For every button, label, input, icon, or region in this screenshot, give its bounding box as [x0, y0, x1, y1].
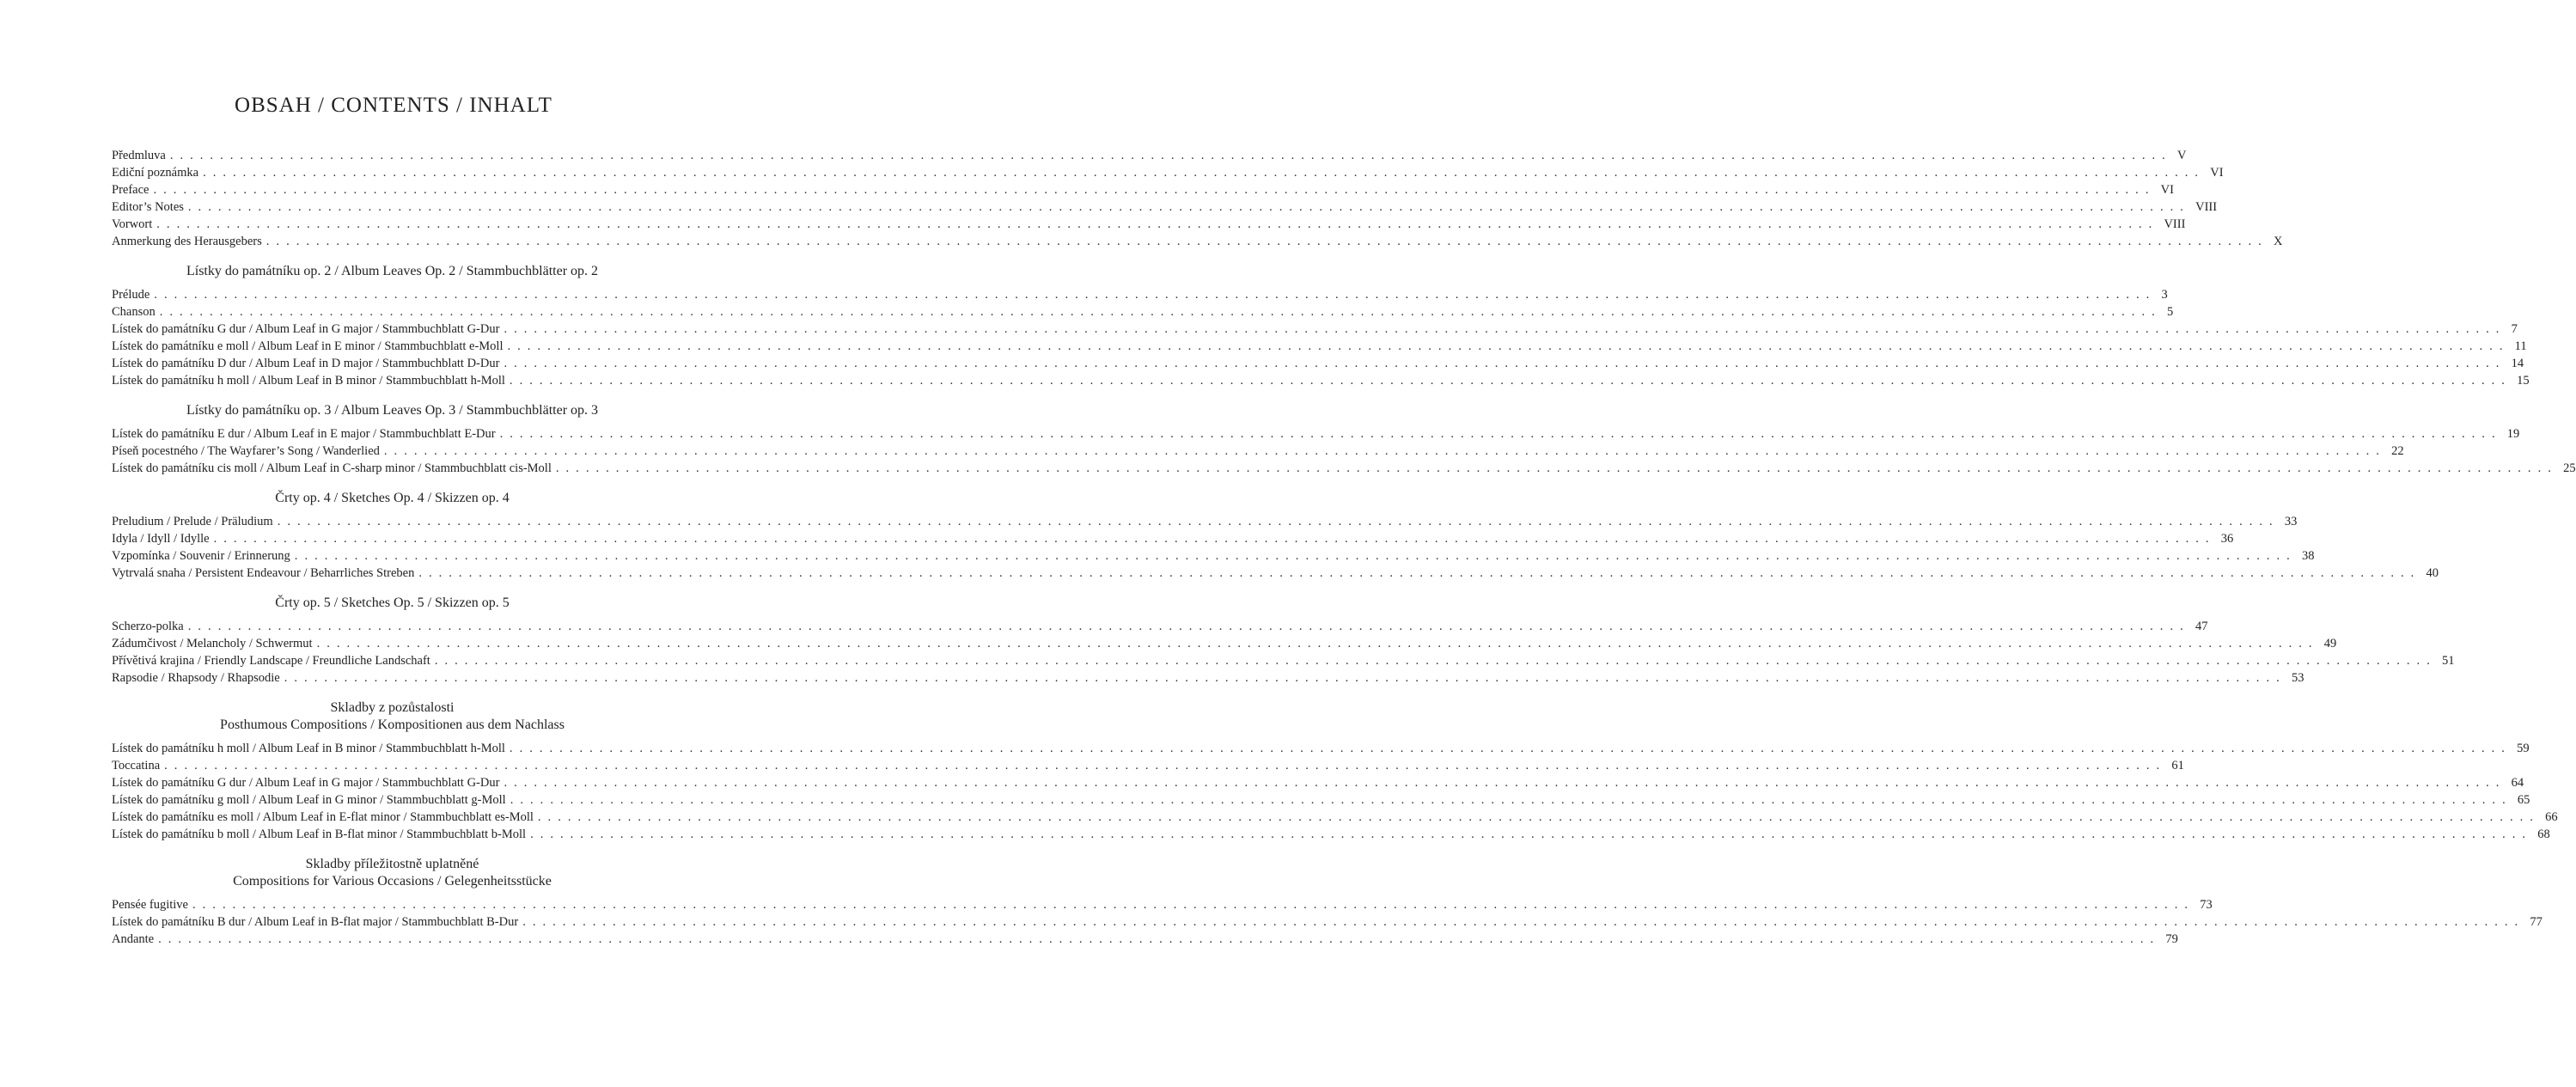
entry-page-number: 77	[2530, 915, 2542, 929]
toc-section	[112, 582, 2455, 687]
entry-page-number: 40	[2426, 566, 2439, 580]
toc-entry	[112, 652, 2455, 669]
entry-title: Lístek do památníku cis moll / Album Leaf in C-sharp minor / Stammbuchblatt cis-Moll	[112, 461, 552, 475]
sections-list	[112, 250, 2576, 948]
entry-title: Vytrvalá snaha / Persistent Endeavour / Beharrliches Streben	[112, 566, 415, 580]
dot-leader: . . . . . . . . . . . . . . . . . . . . . . . . . . . . . . . . . . . . . . . . . . . . . . . . . . . . . . . . . . . . . . . . . . . . . . . . . . . . . . . . . . . . . . . . . . . . . . . . . . . . . . . . . . . . . . . . . . . . . . . . . . . . . . . . . . . . . . . . . . . . . . . . . . . . . . . . . . . . . . . . . . . . . . . . . . . . . . . . . . . . . . . . . . . . . . . . . . . . . . . .	[159, 305, 2157, 319]
entry-title: Ediční poznámka	[112, 166, 199, 180]
toc-entry	[112, 355, 2524, 372]
entry-title: Anmerkung des Herausgebers	[112, 235, 262, 248]
entry-page-number: VI	[2160, 183, 2174, 197]
entry-page-number: 3	[2161, 288, 2168, 302]
dot-leader: . . . . . . . . . . . . . . . . . . . . . . . . . . . . . . . . . . . . . . . . . . . . . . . . . . . . . . . . . . . . . . . . . . . . . . . . . . . . . . . . . . . . . . . . . . . . . . . . . . . . . . . . . . . . . . . . . . . . . . . . . . . . . . . . . . . . . . . . . . . . . . . . . . . . . . . . . . . . . . . . . . . . . . . . . . . . . . . . . . . . . . . . . . . . . . . . . . . . . . . .	[537, 810, 2536, 824]
entry-page-number: 66	[2545, 810, 2558, 824]
toc-entry	[112, 826, 2550, 843]
toc-entry	[112, 669, 2304, 687]
dot-leader: . . . . . . . . . . . . . . . . . . . . . . . . . . . . . . . . . . . . . . . . . . . . . . . . . . . . . . . . . . . . . . . . . . . . . . . . . . . . . . . . . . . . . . . . . . . . . . . . . . . . . . . . . . . . . . . . . . . . . . . . . . . . . . . . . . . . . . . . . . . . . . . . . . . . . . . . . . . . . . . . . . . . . . . . . . . . . . . . . . . . . . . . . . . . . . . . . . . . . . . .	[504, 357, 2501, 370]
dot-leader: . . . . . . . . . . . . . . . . . . . . . . . . . . . . . . . . . . . . . . . . . . . . . . . . . . . . . . . . . . . . . . . . . . . . . . . . . . . . . . . . . . . . . . . . . . . . . . . . . . . . . . . . . . . . . . . . . . . . . . . . . . . . . . . . . . . . . . . . . . . . . . . . . . . . . . . . . . . . . . . . . . . . . . . . . . . . . . . . . . . . . . . . . . . . . . . . . . . . . . . .	[504, 322, 2501, 336]
page-title: OBSAH / CONTENTS / INHALT	[235, 94, 552, 117]
toc-entry	[112, 896, 2213, 913]
toc-entry	[112, 513, 2298, 530]
entry-title: Přívětivá krajina / Friendly Landscape / Freundliche Landschaft	[112, 654, 430, 668]
toc-section	[112, 250, 2530, 389]
entry-page-number: VI	[2210, 166, 2224, 180]
entry-title: Rapsodie / Rhapsody / Rhapsodie	[112, 671, 280, 685]
toc-entry	[112, 338, 2527, 355]
toc-entry	[112, 321, 2518, 338]
entry-title: Lístek do památníku h moll / Album Leaf in B minor / Stammbuchblatt h-Moll	[112, 742, 505, 755]
dot-leader: . . . . . . . . . . . . . . . . . . . . . . . . . . . . . . . . . . . . . . . . . . . . . . . . . . . . . . . . . . . . . . . . . . . . . . . . . . . . . . . . . . . . . . . . . . . . . . . . . . . . . . . . . . . . . . . . . . . . . . . . . . . . . . . . . . . . . . . . . . . . . . . . . . . . . . . . . . . . . . . . . . . . . . . . . . . . . . . . . . . . . . . . . . . . . . . . . . . . . . . .	[284, 671, 2281, 685]
dot-leader: . . . . . . . . . . . . . . . . . . . . . . . . . . . . . . . . . . . . . . . . . . . . . . . . . . . . . . . . . . . . . . . . . . . . . . . . . . . . . . . . . . . . . . . . . . . . . . . . . . . . . . . . . . . . . . . . . . . . . . . . . . . . . . . . . . . . . . . . . . . . . . . . . . . . . . . . . . . . . . . . . . . . . . . . . . . . . . . . . . . . . . . . . . . . . . . . . . . . . . . .	[192, 898, 2190, 912]
entry-page-number: V	[2177, 149, 2187, 162]
dot-leader: . . . . . . . . . . . . . . . . . . . . . . . . . . . . . . . . . . . . . . . . . . . . . . . . . . . . . . . . . . . . . . . . . . . . . . . . . . . . . . . . . . . . . . . . . . . . . . . . . . . . . . . . . . . . . . . . . . . . . . . . . . . . . . . . . . . . . . . . . . . . . . . . . . . . . . . . . . . . . . . . . . . . . . . . . . . . . . . . . . . . . . . . . . . . . . . . . . . . . . . .	[504, 776, 2501, 790]
dot-leader: . . . . . . . . . . . . . . . . . . . . . . . . . . . . . . . . . . . . . . . . . . . . . . . . . . . . . . . . . . . . . . . . . . . . . . . . . . . . . . . . . . . . . . . . . . . . . . . . . . . . . . . . . . . . . . . . . . . . . . . . . . . . . . . . . . . . . . . . . . . . . . . . . . . . . . . . . . . . . . . . . . . . . . . . . . . . . . . . . . . . . . . . . . . . . . . . . . . . . . . .	[153, 183, 2151, 197]
section-heading	[112, 389, 673, 425]
dot-leader: . . . . . . . . . . . . . . . . . . . . . . . . . . . . . . . . . . . . . . . . . . . . . . . . . . . . . . . . . . . . . . . . . . . . . . . . . . . . . . . . . . . . . . . . . . . . . . . . . . . . . . . . . . . . . . . . . . . . . . . . . . . . . . . . . . . . . . . . . . . . . . . . . . . . . . . . . . . . . . . . . . . . . . . . . . . . . . . . . . . . . . . . . . . . . . . . . . . . . . . .	[522, 915, 2520, 929]
entry-title: Lístek do památníku E dur / Album Leaf in E major / Stammbuchblatt E-Dur	[112, 427, 496, 441]
entry-title: Preface	[112, 183, 150, 197]
entry-title: Předmluva	[112, 149, 166, 162]
table-of-contents	[112, 147, 2576, 948]
entry-page-number: 19	[2506, 427, 2520, 441]
toc-entry	[112, 740, 2530, 757]
dot-leader: . . . . . . . . . . . . . . . . . . . . . . . . . . . . . . . . . . . . . . . . . . . . . . . . . . . . . . . . . . . . . . . . . . . . . . . . . . . . . . . . . . . . . . . . . . . . . . . . . . . . . . . . . . . . . . . . . . . . . . . . . . . . . . . . . . . . . . . . . . . . . . . . . . . . . . . . . . . . . . . . . . . . . . . . . . . . . . . . . . . . . . . . . . . . . . . . . . . . . . . .	[156, 217, 2154, 231]
section-heading-line: Skladby příležitostně uplatněné	[305, 857, 479, 871]
toc-entry	[112, 635, 2337, 652]
entry-page-number: 5	[2166, 305, 2174, 319]
section-heading-line: Črty op. 5 / Sketches Op. 5 / Skizzen op. 5	[275, 595, 510, 610]
entry-title: Preludium / Prelude / Präludium	[112, 515, 273, 528]
entry-page-number: 49	[2323, 637, 2337, 650]
entry-title: Scherzo-polka	[112, 620, 184, 633]
entry-title: Vzpomínka / Souvenir / Erinnerung	[112, 549, 290, 563]
entry-title: Lístek do památníku G dur / Album Leaf in G major / Stammbuchblatt G-Dur	[112, 776, 500, 790]
toc-entry	[112, 233, 2283, 250]
section-heading-line: Compositions for Various Occasions / Gelegenheitsstücke	[233, 874, 552, 889]
entry-page-number: 64	[2511, 776, 2524, 790]
entry-title: Idyla / Idyll / Idylle	[112, 532, 210, 546]
toc-entry	[112, 565, 2439, 582]
dot-leader: . . . . . . . . . . . . . . . . . . . . . . . . . . . . . . . . . . . . . . . . . . . . . . . . . . . . . . . . . . . . . . . . . . . . . . . . . . . . . . . . . . . . . . . . . . . . . . . . . . . . . . . . . . . . . . . . . . . . . . . . . . . . . . . . . . . . . . . . . . . . . . . . . . . . . . . . . . . . . . . . . . . . . . . . . . . . . . . . . . . . . . . . . . . . . . . . . . . . . . . .	[418, 566, 2416, 580]
section-heading-line: Skladby z pozůstalosti	[330, 700, 455, 715]
entry-title: Prélude	[112, 288, 150, 302]
front-matter-list	[112, 147, 2283, 250]
entry-page-number: 68	[2537, 827, 2550, 841]
toc-entry	[112, 530, 2234, 547]
entry-page-number: 59	[2517, 742, 2530, 755]
entry-title: Editor’s Notes	[112, 200, 184, 214]
section-heading	[112, 843, 673, 896]
dot-leader: . . . . . . . . . . . . . . . . . . . . . . . . . . . . . . . . . . . . . . . . . . . . . . . . . . . . . . . . . . . . . . . . . . . . . . . . . . . . . . . . . . . . . . . . . . . . . . . . . . . . . . . . . . . . . . . . . . . . . . . . . . . . . . . . . . . . . . . . . . . . . . . . . . . . . . . . . . . . . . . . . . . . . . . . . . . . . . . . . . . . . . . . . . . . . . . . . . . . . . . .	[277, 515, 2274, 528]
toc-entry	[112, 443, 2404, 460]
entry-page-number: 65	[2517, 793, 2530, 807]
entry-page-number: VIII	[2164, 217, 2186, 231]
entry-title: Vorwort	[112, 217, 153, 231]
entry-title: Chanson	[112, 305, 156, 319]
entry-page-number: 73	[2200, 898, 2213, 912]
section-heading	[112, 582, 673, 618]
dot-leader: . . . . . . . . . . . . . . . . . . . . . . . . . . . . . . . . . . . . . . . . . . . . . . . . . . . . . . . . . . . . . . . . . . . . . . . . . . . . . . . . . . . . . . . . . . . . . . . . . . . . . . . . . . . . . . . . . . . . . . . . . . . . . . . . . . . . . . . . . . . . . . . . . . . . . . . . . . . . . . . . . . . . . . . . . . . . . . . . . . . . . . . . . . . . . . . . . . . . . . . .	[266, 235, 2263, 248]
toc-section	[112, 389, 2576, 477]
dot-leader: . . . . . . . . . . . . . . . . . . . . . . . . . . . . . . . . . . . . . . . . . . . . . . . . . . . . . . . . . . . . . . . . . . . . . . . . . . . . . . . . . . . . . . . . . . . . . . . . . . . . . . . . . . . . . . . . . . . . . . . . . . . . . . . . . . . . . . . . . . . . . . . . . . . . . . . . . . . . . . . . . . . . . . . . . . . . . . . . . . . . . . . . . . . . . . . . . . . . . . . .	[499, 427, 2497, 441]
toc-entry	[112, 618, 2208, 635]
toc-section	[112, 843, 2542, 948]
entry-page-number: 25	[2563, 461, 2576, 475]
toc-entry	[112, 147, 2187, 164]
entry-title: Lístek do památníku es moll / Album Leaf in E-flat minor / Stammbuchblatt es-Moll	[112, 810, 534, 824]
dot-leader: . . . . . . . . . . . . . . . . . . . . . . . . . . . . . . . . . . . . . . . . . . . . . . . . . . . . . . . . . . . . . . . . . . . . . . . . . . . . . . . . . . . . . . . . . . . . . . . . . . . . . . . . . . . . . . . . . . . . . . . . . . . . . . . . . . . . . . . . . . . . . . . . . . . . . . . . . . . . . . . . . . . . . . . . . . . . . . . . . . . . . . . . . . . . . . . . . . . . . . . .	[164, 759, 2162, 773]
entry-page-number: 51	[2442, 654, 2455, 668]
section-heading-line: Lístky do památníku op. 2 / Album Leaves Op. 2 / Stammbuchblätter op. 2	[186, 264, 599, 278]
entry-title: Lístek do památníku D dur / Album Leaf in D major / Stammbuchblatt D-Dur	[112, 357, 500, 370]
entry-page-number: X	[2273, 235, 2283, 248]
dot-leader: . . . . . . . . . . . . . . . . . . . . . . . . . . . . . . . . . . . . . . . . . . . . . . . . . . . . . . . . . . . . . . . . . . . . . . . . . . . . . . . . . . . . . . . . . . . . . . . . . . . . . . . . . . . . . . . . . . . . . . . . . . . . . . . . . . . . . . . . . . . . . . . . . . . . . . . . . . . . . . . . . . . . . . . . . . . . . . . . . . . . . . . . . . . . . . . . . . . . . . . .	[169, 149, 2168, 162]
entry-page-number: 53	[2291, 671, 2304, 685]
toc-section	[112, 687, 2558, 843]
toc-entry	[112, 198, 2218, 216]
dot-leader: . . . . . . . . . . . . . . . . . . . . . . . . . . . . . . . . . . . . . . . . . . . . . . . . . . . . . . . . . . . . . . . . . . . . . . . . . . . . . . . . . . . . . . . . . . . . . . . . . . . . . . . . . . . . . . . . . . . . . . . . . . . . . . . . . . . . . . . . . . . . . . . . . . . . . . . . . . . . . . . . . . . . . . . . . . . . . . . . . . . . . . . . . . . . . . . . . . . . . . . .	[507, 339, 2505, 353]
entry-title: Toccatina	[112, 759, 161, 773]
toc-entry	[112, 757, 2184, 774]
dot-leader: . . . . . . . . . . . . . . . . . . . . . . . . . . . . . . . . . . . . . . . . . . . . . . . . . . . . . . . . . . . . . . . . . . . . . . . . . . . . . . . . . . . . . . . . . . . . . . . . . . . . . . . . . . . . . . . . . . . . . . . . . . . . . . . . . . . . . . . . . . . . . . . . . . . . . . . . . . . . . . . . . . . . . . . . . . . . . . . . . . . . . . . . . . . . . . . . . . . . . . . .	[555, 461, 2554, 475]
dot-leader: . . . . . . . . . . . . . . . . . . . . . . . . . . . . . . . . . . . . . . . . . . . . . . . . . . . . . . . . . . . . . . . . . . . . . . . . . . . . . . . . . . . . . . . . . . . . . . . . . . . . . . . . . . . . . . . . . . . . . . . . . . . . . . . . . . . . . . . . . . . . . . . . . . . . . . . . . . . . . . . . . . . . . . . . . . . . . . . . . . . . . . . . . . . . . . . . . . . . . . . .	[187, 620, 2185, 633]
section-heading-line: Posthumous Compositions / Kompositionen aus dem Nachlass	[220, 718, 565, 732]
entry-page-number: 36	[2220, 532, 2234, 546]
entry-page-number: 11	[2514, 339, 2527, 353]
toc-entry	[112, 791, 2530, 809]
entry-page-number: 22	[2391, 444, 2404, 458]
dot-leader: . . . . . . . . . . . . . . . . . . . . . . . . . . . . . . . . . . . . . . . . . . . . . . . . . . . . . . . . . . . . . . . . . . . . . . . . . . . . . . . . . . . . . . . . . . . . . . . . . . . . . . . . . . . . . . . . . . . . . . . . . . . . . . . . . . . . . . . . . . . . . . . . . . . . . . . . . . . . . . . . . . . . . . . . . . . . . . . . . . . . . . . . . . . . . . . . . . . . . . . .	[158, 932, 2156, 946]
entry-title: Píseň pocestného / The Wayfarer’s Song / Wanderlied	[112, 444, 380, 458]
toc-entry	[112, 425, 2520, 443]
section-heading	[112, 687, 673, 740]
toc-entry	[112, 216, 2186, 233]
entry-page-number: 61	[2171, 759, 2184, 773]
entry-title: Zádumčivost / Melancholy / Schwermut	[112, 637, 313, 650]
toc-entry	[112, 164, 2224, 181]
section-heading-line: Lístky do památníku op. 3 / Album Leaves Op. 3 / Stammbuchblätter op. 3	[186, 403, 599, 418]
dot-leader: . . . . . . . . . . . . . . . . . . . . . . . . . . . . . . . . . . . . . . . . . . . . . . . . . . . . . . . . . . . . . . . . . . . . . . . . . . . . . . . . . . . . . . . . . . . . . . . . . . . . . . . . . . . . . . . . . . . . . . . . . . . . . . . . . . . . . . . . . . . . . . . . . . . . . . . . . . . . . . . . . . . . . . . . . . . . . . . . . . . . . . . . . . . . . . . . . . . . . . . .	[316, 637, 2314, 650]
toc-entry	[112, 931, 2178, 948]
entry-page-number: 33	[2284, 515, 2298, 528]
toc-entry	[112, 809, 2558, 826]
entry-page-number: 7	[2511, 322, 2518, 336]
toc-entry	[112, 286, 2168, 303]
toc-entry	[112, 303, 2174, 321]
entry-title: Lístek do památníku b moll / Album Leaf in B-flat minor / Stammbuchblatt b-Moll	[112, 827, 527, 841]
entry-page-number: 38	[2301, 549, 2315, 563]
section-heading-line: Črty op. 4 / Sketches Op. 4 / Skizzen op. 4	[275, 491, 510, 505]
entry-page-number: 79	[2165, 932, 2178, 946]
dot-leader: . . . . . . . . . . . . . . . . . . . . . . . . . . . . . . . . . . . . . . . . . . . . . . . . . . . . . . . . . . . . . . . . . . . . . . . . . . . . . . . . . . . . . . . . . . . . . . . . . . . . . . . . . . . . . . . . . . . . . . . . . . . . . . . . . . . . . . . . . . . . . . . . . . . . . . . . . . . . . . . . . . . . . . . . . . . . . . . . . . . . . . . . . . . . . . . . . . . . . . . .	[187, 200, 2186, 214]
toc-entry	[112, 460, 2576, 477]
entry-title: Andante	[112, 932, 155, 946]
toc-entry	[112, 372, 2530, 389]
entry-title: Pensée fugitive	[112, 898, 188, 912]
entry-page-number: 15	[2517, 374, 2530, 388]
dot-leader: . . . . . . . . . . . . . . . . . . . . . . . . . . . . . . . . . . . . . . . . . . . . . . . . . . . . . . . . . . . . . . . . . . . . . . . . . . . . . . . . . . . . . . . . . . . . . . . . . . . . . . . . . . . . . . . . . . . . . . . . . . . . . . . . . . . . . . . . . . . . . . . . . . . . . . . . . . . . . . . . . . . . . . . . . . . . . . . . . . . . . . . . . . . . . . . . . . . . . . . .	[154, 288, 2152, 302]
entry-title: Lístek do památníku g moll / Album Leaf in G minor / Stammbuchblatt g-Moll	[112, 793, 506, 807]
entry-page-number: VIII	[2195, 200, 2218, 214]
entry-page-number: 14	[2511, 357, 2524, 370]
toc-entry	[112, 774, 2524, 791]
section-heading	[112, 477, 673, 513]
dot-leader: . . . . . . . . . . . . . . . . . . . . . . . . . . . . . . . . . . . . . . . . . . . . . . . . . . . . . . . . . . . . . . . . . . . . . . . . . . . . . . . . . . . . . . . . . . . . . . . . . . . . . . . . . . . . . . . . . . . . . . . . . . . . . . . . . . . . . . . . . . . . . . . . . . . . . . . . . . . . . . . . . . . . . . . . . . . . . . . . . . . . . . . . . . . . . . . . . . . . . . . .	[509, 742, 2507, 755]
dot-leader: . . . . . . . . . . . . . . . . . . . . . . . . . . . . . . . . . . . . . . . . . . . . . . . . . . . . . . . . . . . . . . . . . . . . . . . . . . . . . . . . . . . . . . . . . . . . . . . . . . . . . . . . . . . . . . . . . . . . . . . . . . . . . . . . . . . . . . . . . . . . . . . . . . . . . . . . . . . . . . . . . . . . . . . . . . . . . . . . . . . . . . . . . . . . . . . . . . . . . . . .	[213, 532, 2211, 546]
dot-leader: . . . . . . . . . . . . . . . . . . . . . . . . . . . . . . . . . . . . . . . . . . . . . . . . . . . . . . . . . . . . . . . . . . . . . . . . . . . . . . . . . . . . . . . . . . . . . . . . . . . . . . . . . . . . . . . . . . . . . . . . . . . . . . . . . . . . . . . . . . . . . . . . . . . . . . . . . . . . . . . . . . . . . . . . . . . . . . . . . . . . . . . . . . . . . . . . . . . . . . . .	[203, 166, 2201, 180]
entry-title: Lístek do památníku h moll / Album Leaf in B minor / Stammbuchblatt h-Moll	[112, 374, 505, 388]
toc-entry	[112, 181, 2174, 198]
dot-leader: . . . . . . . . . . . . . . . . . . . . . . . . . . . . . . . . . . . . . . . . . . . . . . . . . . . . . . . . . . . . . . . . . . . . . . . . . . . . . . . . . . . . . . . . . . . . . . . . . . . . . . . . . . . . . . . . . . . . . . . . . . . . . . . . . . . . . . . . . . . . . . . . . . . . . . . . . . . . . . . . . . . . . . . . . . . . . . . . . . . . . . . . . . . . . . . . . . . . . . . .	[383, 444, 2382, 458]
toc-entry	[112, 913, 2542, 931]
dot-leader: . . . . . . . . . . . . . . . . . . . . . . . . . . . . . . . . . . . . . . . . . . . . . . . . . . . . . . . . . . . . . . . . . . . . . . . . . . . . . . . . . . . . . . . . . . . . . . . . . . . . . . . . . . . . . . . . . . . . . . . . . . . . . . . . . . . . . . . . . . . . . . . . . . . . . . . . . . . . . . . . . . . . . . . . . . . . . . . . . . . . . . . . . . . . . . . . . . . . . . . .	[530, 827, 2528, 841]
dot-leader: . . . . . . . . . . . . . . . . . . . . . . . . . . . . . . . . . . . . . . . . . . . . . . . . . . . . . . . . . . . . . . . . . . . . . . . . . . . . . . . . . . . . . . . . . . . . . . . . . . . . . . . . . . . . . . . . . . . . . . . . . . . . . . . . . . . . . . . . . . . . . . . . . . . . . . . . . . . . . . . . . . . . . . . . . . . . . . . . . . . . . . . . . . . . . . . . . . . . . . . .	[510, 793, 2507, 807]
entry-title: Lístek do památníku G dur / Album Leaf in G major / Stammbuchblatt G-Dur	[112, 322, 500, 336]
toc-entry	[112, 547, 2315, 565]
dot-leader: . . . . . . . . . . . . . . . . . . . . . . . . . . . . . . . . . . . . . . . . . . . . . . . . . . . . . . . . . . . . . . . . . . . . . . . . . . . . . . . . . . . . . . . . . . . . . . . . . . . . . . . . . . . . . . . . . . . . . . . . . . . . . . . . . . . . . . . . . . . . . . . . . . . . . . . . . . . . . . . . . . . . . . . . . . . . . . . . . . . . . . . . . . . . . . . . . . . . . . . .	[509, 374, 2507, 388]
toc-section	[112, 477, 2439, 582]
entry-title: Lístek do památníku B dur / Album Leaf in B-flat major / Stammbuchblatt B-Dur	[112, 915, 519, 929]
dot-leader: . . . . . . . . . . . . . . . . . . . . . . . . . . . . . . . . . . . . . . . . . . . . . . . . . . . . . . . . . . . . . . . . . . . . . . . . . . . . . . . . . . . . . . . . . . . . . . . . . . . . . . . . . . . . . . . . . . . . . . . . . . . . . . . . . . . . . . . . . . . . . . . . . . . . . . . . . . . . . . . . . . . . . . . . . . . . . . . . . . . . . . . . . . . . . . . . . . . . . . . .	[434, 654, 2433, 668]
dot-leader: . . . . . . . . . . . . . . . . . . . . . . . . . . . . . . . . . . . . . . . . . . . . . . . . . . . . . . . . . . . . . . . . . . . . . . . . . . . . . . . . . . . . . . . . . . . . . . . . . . . . . . . . . . . . . . . . . . . . . . . . . . . . . . . . . . . . . . . . . . . . . . . . . . . . . . . . . . . . . . . . . . . . . . . . . . . . . . . . . . . . . . . . . . . . . . . . . . . . . . . .	[294, 549, 2292, 563]
entry-title: Lístek do památníku e moll / Album Leaf in E minor / Stammbuchblatt e-Moll	[112, 339, 504, 353]
entry-page-number: 47	[2194, 620, 2208, 633]
section-heading	[112, 250, 673, 286]
